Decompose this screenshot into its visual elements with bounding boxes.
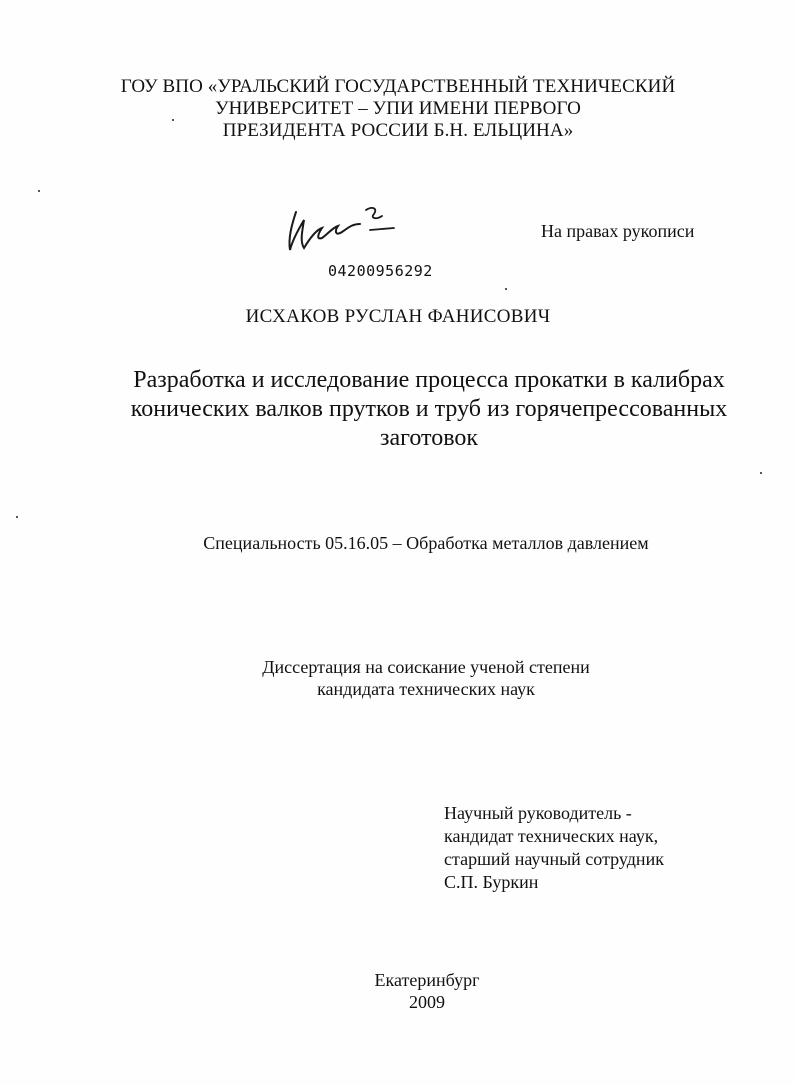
title-line: Разработка и исследование процесса прокатки в калибрах xyxy=(133,367,725,393)
supervisor-line: кандидат технических наук, xyxy=(444,826,659,846)
scan-speck xyxy=(505,288,507,290)
scientific-supervisor xyxy=(444,802,664,894)
scan-speck xyxy=(172,119,174,121)
title-line: конических валков прутков и труб из горячепрессованных xyxy=(130,396,728,422)
organization-line: ГОУ ВПО «УРАЛЬСКИЙ ГОСУДАРСТВЕННЫЙ ТЕХНИЧЕСКИЙ xyxy=(120,76,676,97)
city: Екатеринбург xyxy=(374,970,480,990)
title-line: заготовок xyxy=(379,425,479,451)
author-name: ИСХАКОВ РУСЛАН ФАНИСОВИЧ xyxy=(245,306,551,327)
organization-line: УНИВЕРСИТЕТ – УПИ ИМЕНИ ПЕРВОГО xyxy=(215,98,581,119)
specialty-line: Специальность 05.16.05 – Обработка металлов давлением xyxy=(203,533,649,553)
dissertation-title xyxy=(100,366,758,453)
archive-stamp-number: 04200956292 xyxy=(328,262,433,280)
organization-line: ПРЕЗИДЕНТА РОССИИ Б.Н. ЕЛЬЦИНА» xyxy=(222,120,574,141)
manuscript-rights-note: На правах рукописи xyxy=(541,221,695,241)
degree-line: кандидата технических наук xyxy=(317,679,535,699)
organization-header xyxy=(0,76,796,142)
supervisor-line: старший научный сотрудник xyxy=(444,849,664,869)
supervisor-line: С.П. Буркин xyxy=(444,872,539,892)
scan-speck xyxy=(38,190,40,192)
degree-line: Диссертация на соискание ученой степени xyxy=(262,657,590,677)
scan-speck xyxy=(760,472,762,474)
handwritten-signature xyxy=(282,198,402,260)
place-and-year xyxy=(0,969,796,1013)
year: 2009 xyxy=(409,992,445,1012)
degree-statement xyxy=(0,656,796,700)
scan-speck xyxy=(16,516,18,518)
supervisor-line: Научный руководитель - xyxy=(444,803,632,823)
